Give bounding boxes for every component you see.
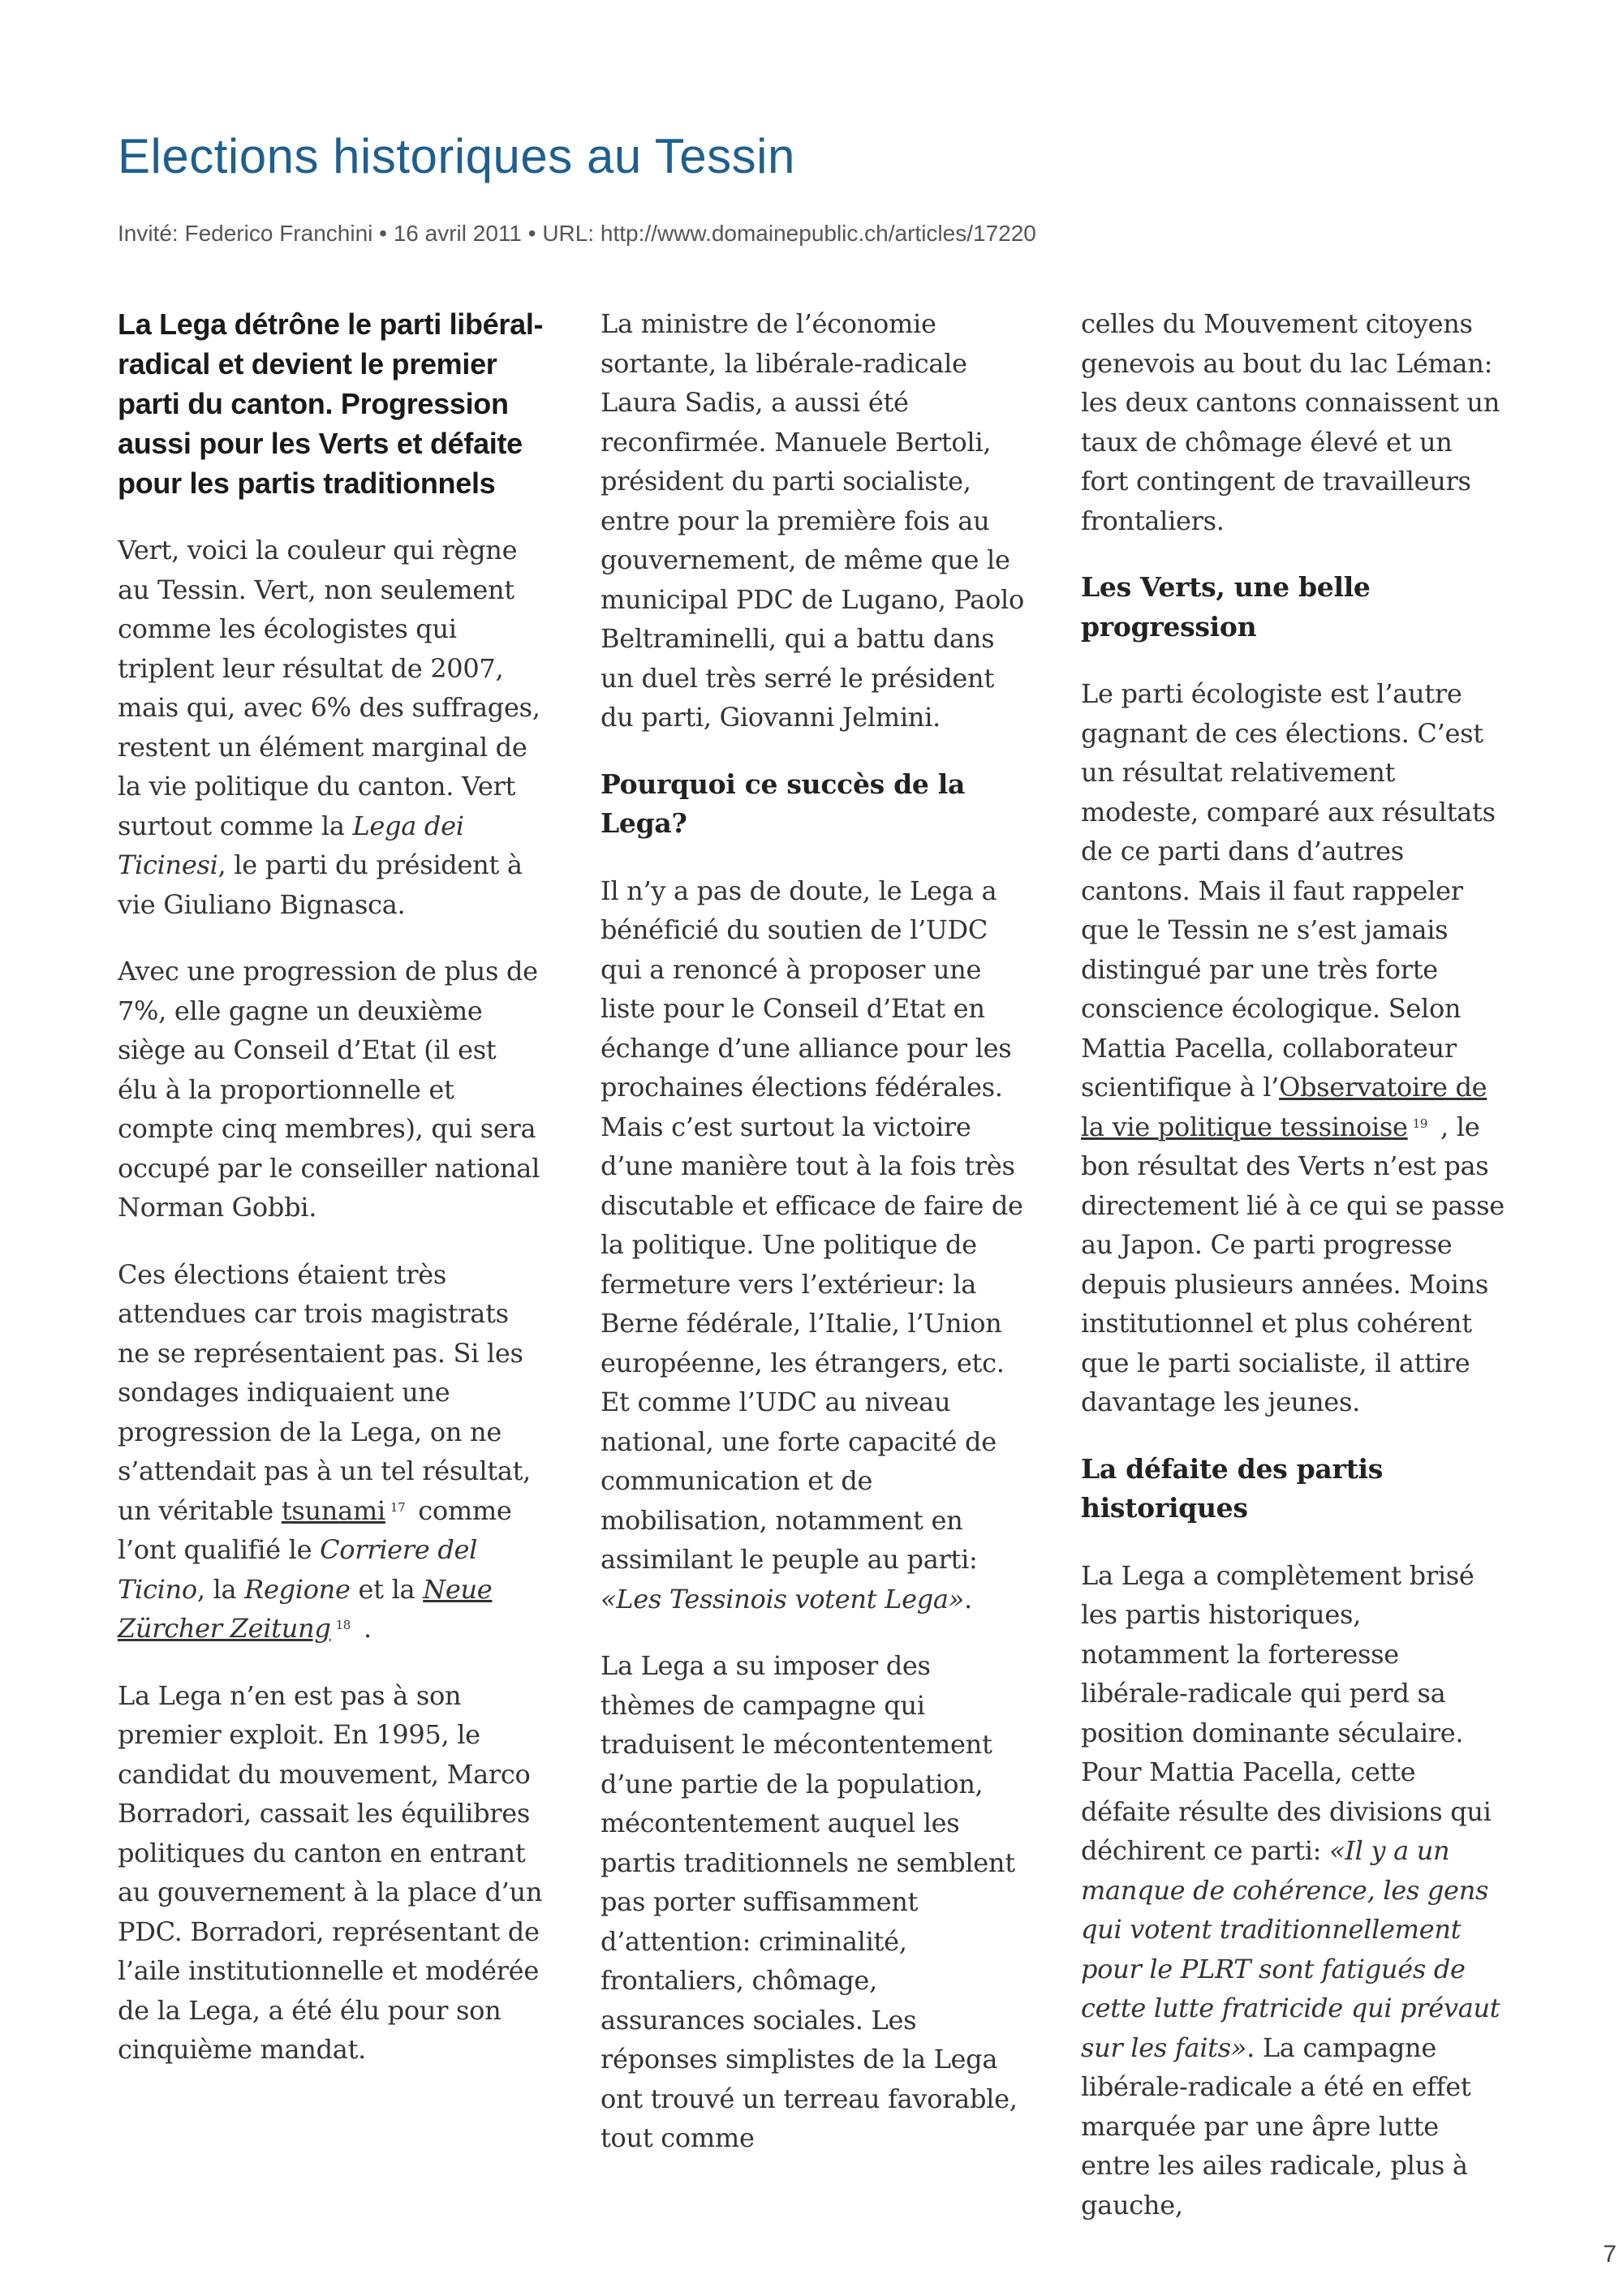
column-1 [118, 304, 544, 2097]
column-2 [601, 304, 1027, 2186]
italic-text: Regione [244, 1573, 351, 1605]
text: et la [350, 1573, 424, 1605]
link-observatoire[interactable]: Observatoire de la vie politique tessinoise [1081, 1072, 1487, 1142]
paragraph: Avec une progression de plus de 7%, elle gagne un deuxième siège au Conseil d’Etat (il est élu à la proportionnelle et compte cinq membres), qui sera occupé par le conseiller national Norman Gobbi. [118, 956, 540, 1223]
paragraph [1081, 1556, 1507, 2225]
link-tsunami[interactable]: tsunami [281, 1494, 385, 1526]
italic-text: Lega dei Ticinesi [118, 810, 464, 880]
paragraph: La Lega n’en est pas à son premier exploit. En 1995, le candidat du mouvement, Marco Borradori, cassait les équilibres politiques du canton en entrant au gouvernement à la place d’un PDC. Borradori, représentant de l’aile institutionnelle et modérée de la Lega, a été élu pour son cinquième mandat. [118, 1679, 543, 2065]
footnote-ref-18[interactable]: 18 [335, 1618, 351, 1632]
section-heading: Pourquoi ce succès de la Lega? [601, 767, 966, 839]
paragraph [118, 531, 544, 924]
text: . [363, 1613, 372, 1644]
text: Ces élections étaient très attendues car trois magistrats ne se représentaient pas. Si les sondages indiquaient une progression de la Lega, on ne s’attendait pas à un tel résultat, un véritable [118, 1258, 532, 1526]
text: , la [196, 1573, 245, 1605]
paragraph: celles du Mouvement citoyens genevois au bout du lac Léman: les deux cantons connaissent un taux de chômage élevé et un fort contingent de travailleurs frontaliers. [1081, 308, 1500, 536]
text: Le parti écologiste est l’autre gagnant de ces élections. C’est un résultat relativement modeste, comparé aux résultats de ce parti dans d’autres cantons. Mais il faut rappeler que le Tessin ne s’est jamais distingué par une très forte conscience écologique. Selon Mattia Pacella, collaborateur scientifique à l’ [1081, 678, 1496, 1103]
text: . [963, 1583, 972, 1615]
section-heading: La défaite des partis historiques [1081, 1452, 1384, 1524]
article-lead: La Lega détrône le parti libéral-radical et devient le premier parti du canton. Progression aussi pour les Verts et défaite pour les partis traditionnels [118, 307, 544, 500]
text: , le bon résultat des Verts n’est pas directement lié à ce qui se passe au Japon. Ce parti progresse depuis plusieurs années. Moins institutionnel et plus cohérent que le parti socialiste, il attire davantage les jeunes. [1081, 1111, 1505, 1417]
link-neue-zurcher-zeitung[interactable]: Neue Zürcher Zeitung [118, 1573, 493, 1644]
paragraph [1081, 674, 1507, 1422]
text: Vert, voici la couleur qui règne au Tessin. Vert, non seulement comme les écologistes qui triplent leur résultat de 2007, mais qui, avec 6% des suffrages, restent un élément marginal de la vie politique du canton. Vert surtout comme la [118, 535, 540, 841]
paragraph [118, 1255, 544, 1649]
footnote-ref-17[interactable]: 17 [390, 1499, 406, 1515]
article-title: Elections historiques au Tessin [118, 129, 795, 183]
paragraph: La ministre de l’économie sortante, la libérale-radicale Laura Sadis, a aussi été reconfirmée. Manuele Bertoli, président du parti socialiste, entre pour la première fois au gouvernement, de même que le municipal PDC de Lugano, Paolo Beltraminelli, qui a battu dans un duel très serré le président du parti, Giovanni Jelmini. [601, 308, 1024, 733]
section-heading: Les Verts, une belle progression [1081, 571, 1371, 643]
text: , le parti du président à vie Giuliano Bignasca. [118, 849, 523, 920]
text: La Lega a complètement brisé les partis historiques, notamment la forteresse libérale-radicale qui perd sa position dominante séculaire. Pour Mattia Pacella, cette défaite résulte des divisions qui déchirent ce parti: [1081, 1559, 1492, 1866]
column-3 [1081, 304, 1507, 2252]
paragraph [601, 871, 1027, 1619]
page-number: 7 [1603, 2241, 1617, 2268]
italic-text: «Les Tessinois votent Lega» [601, 1583, 964, 1615]
footnote-ref-19[interactable]: 19 [1412, 1116, 1428, 1131]
text: comme l’ont qualifié le [118, 1494, 512, 1565]
italic-text: Corriere del Ticino [118, 1534, 478, 1605]
italic-text: «Il y a un manque de cohérence, les gens qui votent traditionnellement pour le PLRT sont fatigués de cette lutte fratricide qui prévaut sur les faits» [1081, 1835, 1500, 2063]
text: Il n’y a pas de doute, le Lega a bénéficié du soutien de l’UDC qui a renoncé à proposer une liste pour le Conseil d’Etat en échange d’une alliance pour les prochaines élections fédérales. Mais c’est surtout la victoire d’une manière tout à la fois très discutable et efficace de faire de la politique. Une politique de fermeture vers l’extérieur: la Berne fédérale, l’Italie, l’Union européenne, les étrangers, etc. Et comme l’UDC au niveau national, une forte capacité de communication et de mobilisation, notamment en assimilant le peuple au parti: [601, 875, 1023, 1575]
article-meta: Invité: Federico Franchini • 16 avril 2011 • URL: http://www.domainepublic.ch/articles/17220 [118, 221, 1036, 246]
text: . La campagne libérale-radicale a été en effet marquée par une âpre lutte entre les ailes radicale, plus à gauche, [1081, 2032, 1471, 2221]
paragraph: La Lega a su imposer des thèmes de campagne qui traduisent le mécontentement d’une partie de la population, mécontentement auquel les partis traditionnels ne semblent pas porter suffisamment d’attention: criminalité, frontaliers, chômage, assurances sociales. Les réponses simplistes de la Lega ont trouvé un terreau favorable, tout comme [601, 1650, 1018, 2153]
